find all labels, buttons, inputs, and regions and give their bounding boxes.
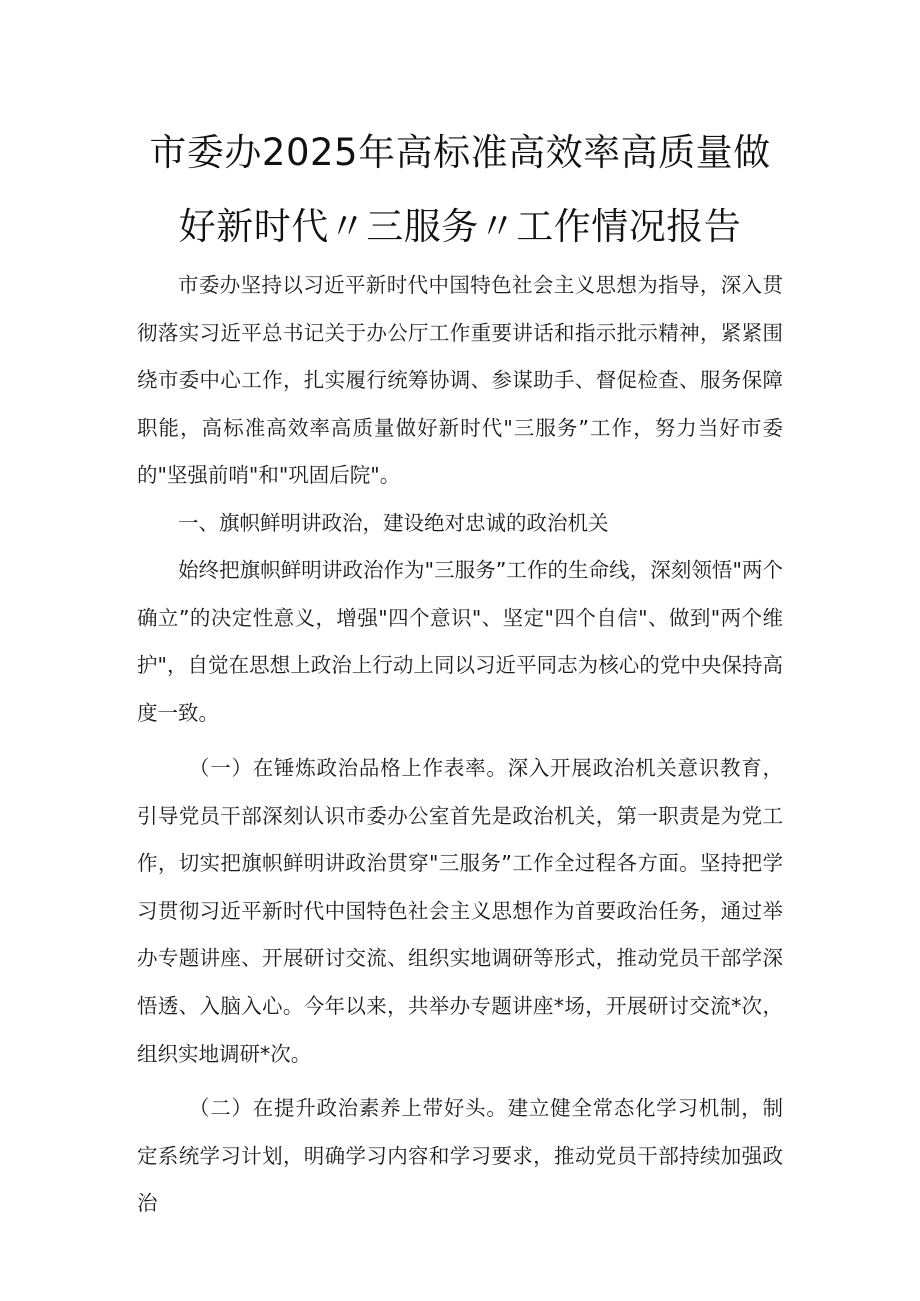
document-title-line-2: 好新时代〃三服务〃工作情况报告 [178, 205, 742, 248]
section-1-paragraph: 始终把旗帜鲜明讲政治作为"三服务”工作的生命线，深刻领悟"两个确立”的决定性意义，增强"四个意识"、坚定"四个自信"、做到"两个维护"，自觉在思想上政治上行动上同以习近平同志为核心的党中央保持高度一致。 [137, 558, 783, 725]
subsection-2-paragraph: （二）在提升政治素养上带好头。建立健全常态化学习机制，制定系统学习计划，明确学习内容和学习要求，推动党员干部持续加强政治 [137, 1096, 783, 1216]
document-title-line-1: 市委办2025年高标准高效率高质量做 [149, 131, 771, 174]
intro-paragraph: 市委办坚持以习近平新时代中国特色社会主义思想为指导，深入贯彻落实习近平总书记关于办公厅工作重要讲话和指示批示精神，紧紧围绕市委中心工作，扎实履行统筹协调、参谋助手、督促检查、服务保障职能，高标准高效率高质量做好新时代"三服务”工作，努力当好市委的"坚强前哨"和"巩固后院"。 [137, 273, 783, 488]
subsection-1-paragraph: （一）在锤炼政治品格上作表率。深入开展政治机关意识教育，引导党员干部深刻认识市委办公室首先是政治机关，第一职责是为党工作，切实把旗帜鲜明讲政治贯穿"三服务”工作全过程各方面。坚持把学习贯彻习近平新时代中国特色社会主义思想作为首要政治任务，通过举办专题讲座、开展研讨交流、组织实地调研等形式，推动党员干部学深悟透、入脑入心。今年以来，共举办专题讲座*场，开展研讨交流*次，组织实地调研*次。 [137, 756, 783, 1066]
section-heading-1: 一、旗帜鲜明讲政治，建设绝对忠诚的政治机关 [178, 511, 609, 535]
